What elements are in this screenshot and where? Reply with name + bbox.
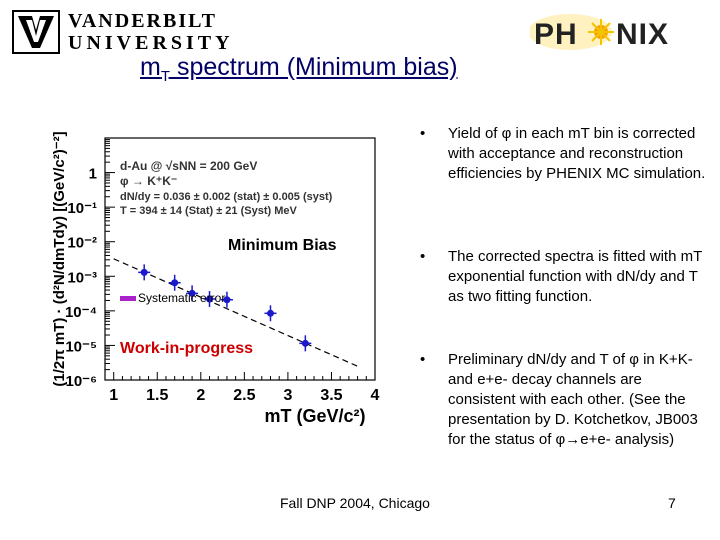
footer-text: Fall DNP 2004, Chicago [280,495,430,511]
bullet-text: Preliminary dN/dy and T of φ in K+K- and e+e- decay channels are consistent with each other. (See the presentation by D. Kotchetkov, JB003 for the status of φ→e+e- analysis) [448,351,698,448]
bullet-dot: • [420,125,426,142]
y-tick-label: 10⁻¹ [67,200,97,218]
x-tick-label: 3.5 [320,387,343,404]
svg-text:NIX: NIX [616,18,670,51]
y-tick-label: 10⁻⁶ [65,373,97,390]
bullet-dot: • [420,248,426,265]
y-tick-label: 10⁻⁵ [65,338,97,356]
y-tick-label: 10⁻⁴ [64,303,97,321]
bullet-1 [420,124,710,184]
x-tick-label: 1.5 [146,387,169,404]
slide-title: $m_T$ spectrum (Minimum bias) [140,53,458,85]
y-tick-label: 10⁻³ [67,269,97,287]
data-point [302,340,309,347]
annotation-temperature: T = 394 ± 14 (Stat) ± 21 (Syst) MeV [120,205,297,217]
x-tick-label: 1 [109,387,119,404]
x-tick-label: 2.5 [233,387,256,404]
vanderbilt-logo-icon [12,10,60,54]
y-tick-label: 10⁻² [67,234,97,252]
phenix-logo-icon [530,12,690,52]
annotation-decay: φ → K⁺K⁻ [120,174,178,188]
bullet-dot: • [420,351,426,368]
y-axis-label: (1/2π mT) · (d²N/dmTdy) [(GeV/c²)⁻²] [51,131,68,387]
svg-text:PH: PH [534,18,578,51]
bullet-2 [420,247,710,307]
data-point [171,279,178,286]
university-name-line2: UNIVERSITY [68,32,234,54]
x-tick-label: 3 [283,387,293,404]
work-in-progress-label: Work-in-progress [120,340,254,357]
mt-spectrum-chart [0,100,400,440]
x-tick-label: 4 [370,387,380,404]
y-tick-label: 1 [88,165,97,183]
page-number: 7 [668,495,676,511]
annotation-collision: d-Au @ √sNN = 200 GeV [120,159,258,173]
bullet-text: The corrected spectra is fitted with mT exponential function with dN/dy and T as two fitting function. [448,248,702,305]
x-tick-label: 2 [196,387,206,404]
systematic-error-swatch [120,296,136,301]
data-point [141,269,148,276]
annotation-dndy: dN/dy = 0.036 ± 0.002 (stat) ± 0.005 (syst) [120,191,333,203]
university-name-line1: VANDERBILT [68,10,217,32]
bullet-3 [420,350,710,450]
bullet-text: Yield of φ in each mT bin is corrected with acceptance and reconstruction efficiencies by PHENIX MC simulation. [448,125,706,182]
legend-systematic-error: Systematic error [138,291,226,305]
chart-title: Minimum Bias [228,237,337,254]
data-point [267,310,274,317]
x-axis-label: mT (GeV/c²) [264,406,366,426]
